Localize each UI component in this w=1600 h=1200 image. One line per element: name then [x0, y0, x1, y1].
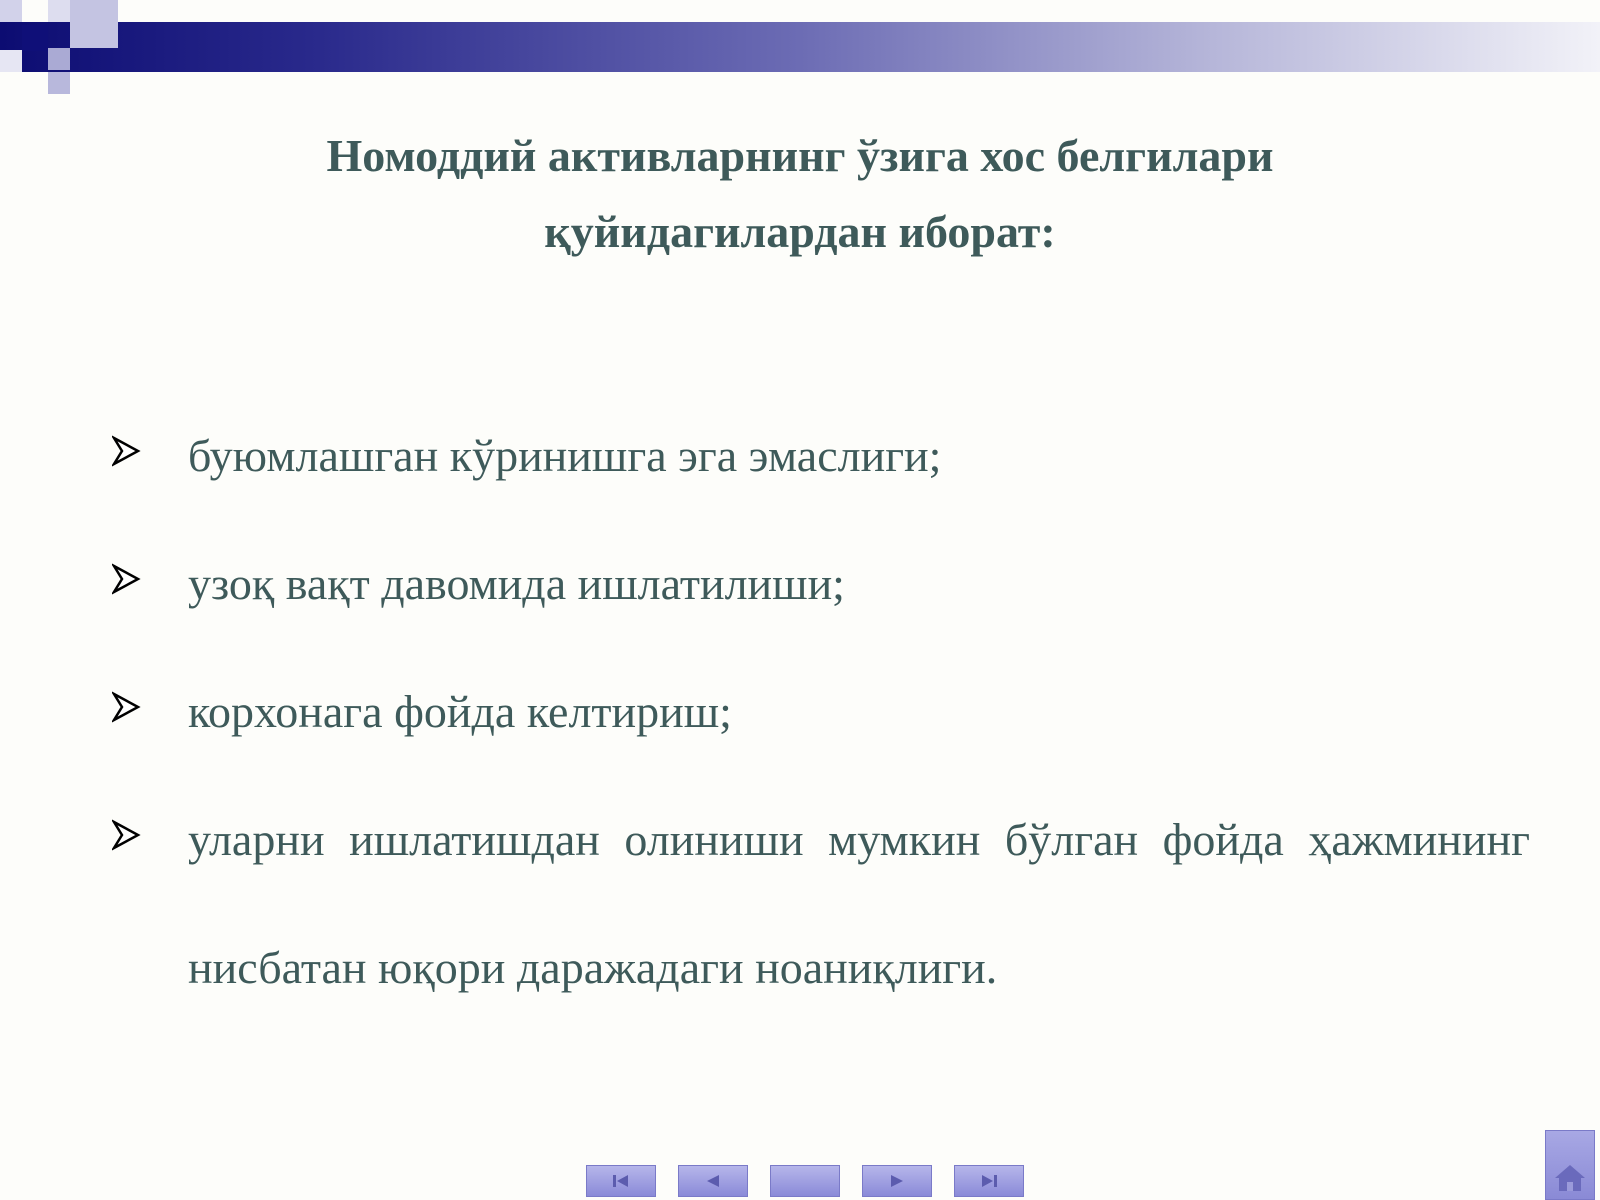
previous-slide-button[interactable]	[678, 1165, 748, 1197]
decor-square	[70, 0, 118, 48]
home-icon	[1553, 1163, 1587, 1193]
next-slide-button[interactable]	[862, 1165, 932, 1197]
decor-square	[0, 0, 22, 22]
slide-title: Номоддий активларнинг ўзига хос белгилари қуйидагилардан иборат:	[326, 130, 1274, 257]
home-button[interactable]	[1545, 1130, 1595, 1200]
last-slide-icon	[976, 1172, 1002, 1190]
last-slide-button[interactable]	[954, 1165, 1024, 1197]
arrow-bullet-icon	[112, 690, 142, 724]
next-slide-icon	[884, 1172, 910, 1190]
arrow-bullet-icon	[112, 434, 142, 468]
decor-square	[48, 72, 70, 94]
header-gradient-band	[0, 22, 1600, 72]
decor-square	[0, 50, 22, 72]
bullet-text: уларни ишлатишдан олиниши мумкин бўлган фойда ҳажмининг нисбатан юқори даражадаги ноаниқлиги.	[188, 814, 1530, 993]
bullet-text: буюмлашган кўринишга эга эмаслиги;	[188, 430, 942, 481]
first-slide-button[interactable]	[586, 1165, 656, 1197]
arrow-bullet-icon	[112, 562, 142, 596]
decor-square	[48, 48, 70, 70]
first-slide-icon	[608, 1172, 634, 1190]
bullet-text: корхонага фойда келтириш;	[188, 686, 732, 737]
decor-square	[48, 0, 70, 22]
bullet-text: узоқ вақт давомида ишлатилиши;	[188, 558, 845, 609]
decor-square-dark	[22, 25, 48, 51]
blank-nav-button[interactable]	[770, 1165, 840, 1197]
previous-slide-icon	[700, 1172, 726, 1190]
arrow-bullet-icon	[112, 818, 142, 852]
